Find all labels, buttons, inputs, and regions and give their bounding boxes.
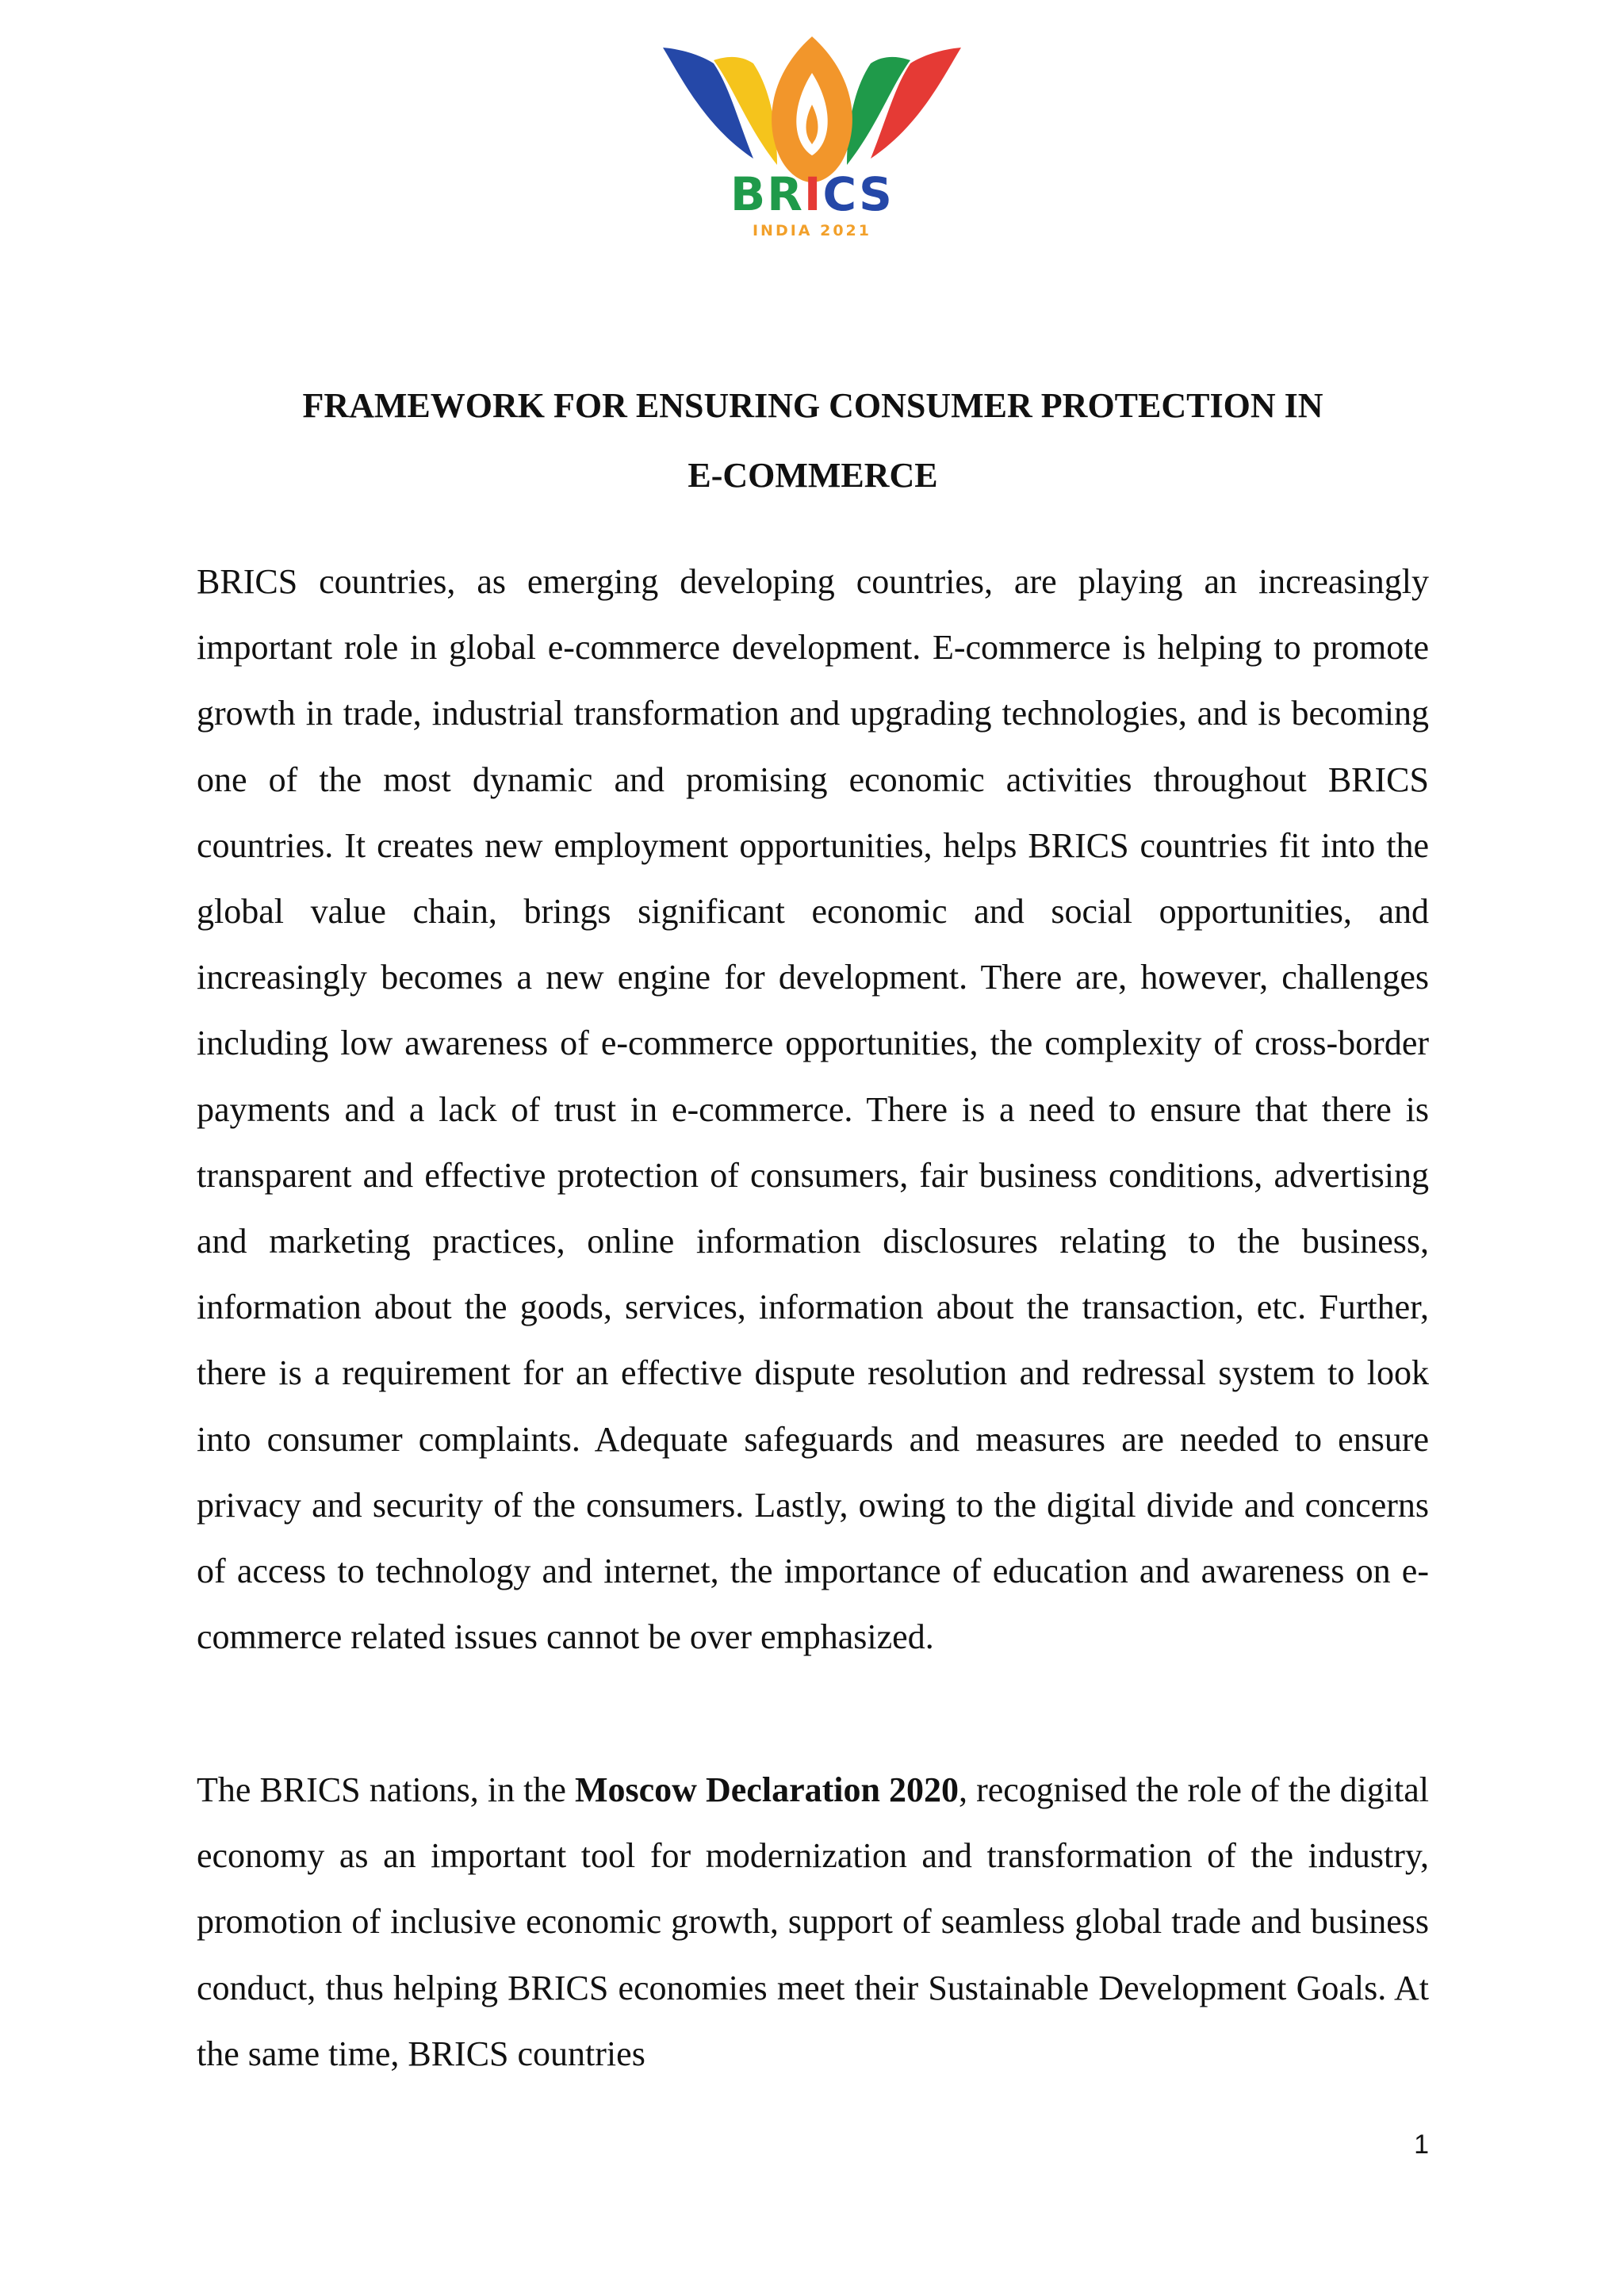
logo-subtitle: INDIA 2021 bbox=[752, 222, 871, 239]
page-number: 1 bbox=[1414, 2130, 1429, 2160]
logo-wordmark bbox=[658, 166, 966, 222]
paragraph-2 bbox=[197, 1757, 1429, 2087]
paragraph-2-text: The BRICS nations, in the bbox=[197, 1770, 575, 1809]
document-title bbox=[197, 371, 1429, 511]
logo-letter: S bbox=[859, 167, 894, 221]
logo-letter: C bbox=[822, 167, 860, 221]
lotus-logo-icon bbox=[658, 32, 966, 186]
paragraph-2-text: , recognised the role of the digital economy as an important tool for modernization and transformation of the industry, promotion of inclusive economic growth, support of seamless global trade and business conduct, thus helping BRICS economies meet their Sustainable Development Goals. At the same time, BRICS countries bbox=[197, 1770, 1429, 2073]
brics-logo bbox=[658, 32, 966, 246]
logo-letter: B bbox=[730, 167, 768, 221]
title-line-1: FRAMEWORK FOR ENSURING CONSUMER PROTECTION IN bbox=[302, 386, 1323, 425]
logo-letter: R bbox=[767, 167, 804, 221]
paragraph-1: BRICS countries, as emerging developing countries, are playing an increasingly important role in global e-commerce development. E-commerce is helping to promote growth in trade, industrial transformation and upgrading technologies, and is becoming one of the most dynamic and promising economic activities throughout BRICS countries. It creates new employment opportunities, helps BRICS countries fit into the global value chain, brings significant economic and social opportunities, and increasingly becomes a new engine for development. There are, however, challenges including low awareness of e-commerce opportunities, the complexity of cross-border payments and a lack of trust in e-commerce. There is a need to ensure that there is transparent and effective protection of consumers, fair business conditions, advertising and marketing practices, online information disclosures relating to the business, information about the goods, services, information about the transaction, etc. Further, there is a requirement for an effective dispute resolution and redressal system to look into consumer complaints. Adequate safeguards and measures are needed to ensure privacy and security of the consumers. Lastly, owing to the digital divide and concerns of access to technology and internet, the importance of education and awareness on e-commerce related issues cannot be over emphasized. bbox=[197, 562, 1429, 1657]
moscow-declaration-emphasis: Moscow Declaration 2020 bbox=[574, 1770, 959, 1809]
title-line-2: E-COMMERCE bbox=[688, 456, 938, 495]
logo-letter: I bbox=[803, 167, 823, 221]
